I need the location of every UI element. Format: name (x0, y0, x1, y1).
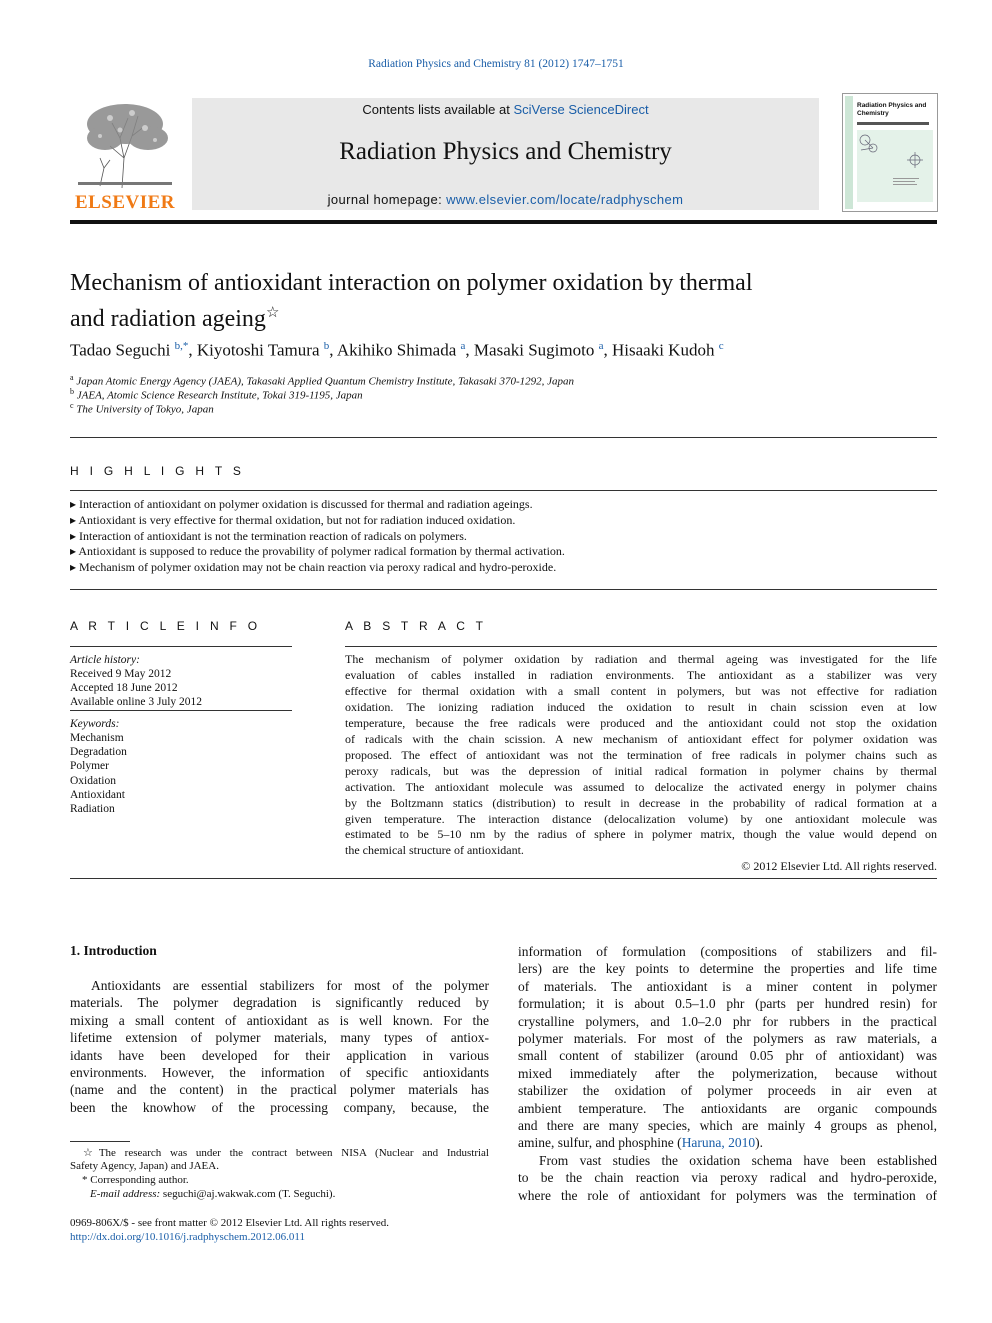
introduction-heading: 1. Introduction (70, 943, 157, 958)
cover-stripe (845, 96, 853, 209)
footnote-rule (70, 1141, 130, 1142)
intro-column-2: information of formulation (compositions of stabilizers and fil- lers) are the key points to determine the properties and life time of materials. The antioxidant is a miner content in polymer formulation; it is about 0.5–1.0 phr (parts per hundred resin) for crystalline polymers, and 1.0–2.0 phr for rubbers in the practical polymer materials. For most of the polymers as raw materials, a small content of stabilizer (around 0.05 phr of antioxidant) was mixed immediately after the polymerization, because without stabilizer the oxidation of polymer proceeds in air even at ambient temperature. The antioxidants are organic compounds and there are many species, which are mainly 4 groups as phenol, amine, sulfur, and phosphine (Haruna, 2010). From vast studies the oxidation schema have been established to be the chain reaction via peroxy radical and hydro-peroxide, where the role of antioxidant for polymers was the termination of (518, 944, 937, 1203)
author-affiliation-mark[interactable]: b (323, 340, 330, 352)
author-name[interactable]: Akihiko Shimada (336, 340, 457, 360)
author-name[interactable]: Masaki Sugimoto (473, 340, 595, 360)
issn-line: 0969-806X/$ - see front matter © 2012 Elsevier Ltd. All rights reserved. (70, 1217, 390, 1229)
journal-reference[interactable]: Radiation Physics and Chemistry 81 (2012) 1747–1751 (368, 58, 624, 70)
divider (70, 490, 937, 491)
highlight-item: ▸ Mechanism of polymer oxidation may not be chain reaction via peroxy radical and hydro-peroxide. (70, 560, 557, 574)
footnote-funding: ☆The research was under the contract between NISA (Nuclear and Industrial (83, 1147, 489, 1159)
highlight-item: ▸ Interaction of antioxidant on polymer oxidation is discussed for thermal and radiation ageings. (70, 497, 533, 511)
author-name[interactable]: Hisaaki Kudoh (611, 340, 715, 360)
divider (70, 646, 292, 647)
divider (70, 589, 937, 590)
homepage-line (192, 192, 819, 207)
journal-masthead (192, 98, 819, 210)
author-affiliation-mark[interactable]: c (718, 340, 724, 352)
citation-link[interactable]: Haruna, 2010 (681, 1135, 756, 1151)
journal-title: Radiation Physics and Chemistry (339, 138, 672, 165)
cover-title: Radiation Physics and Chemistry (857, 102, 927, 117)
tree-icon (70, 98, 180, 190)
highlight-item: ▸ Antioxidant is supposed to reduce the provability of polymer radical formation by thermal activation. (70, 544, 565, 558)
intro-column-1: Antioxidants are essential stabilizers for most of the polymer materials. The polymer degradation is significantly reduced by mixing a small content of antioxidant as is well known. For the lifetime extension of polymer materials, many types of antiox- idants have been developed for their application in various environments. However, the information of specific antioxidants (name and the content) in the practical polymer materials has been the knowhow of the processing company, because, the (70, 978, 489, 1115)
article-info-heading: A R T I C L E I N F O (70, 619, 261, 633)
divider (345, 646, 937, 647)
history-received: Received 9 May 2012 (70, 668, 172, 680)
contents-prefix: Contents lists available at (362, 102, 514, 117)
author-affiliation-mark[interactable]: a (598, 340, 604, 352)
footnote-funding-cont: Safety Agency, Japan) and JAEA. (70, 1160, 219, 1172)
highlight-item: ▸ Interaction of antioxidant is not the termination reaction of radicals on polymers. (70, 529, 467, 543)
email-link[interactable]: seguchi@aj.wakwak.com (T. Seguchi). (162, 1188, 336, 1200)
affiliation-c: $^c$ The University of Tokyo, Japan (70, 401, 214, 416)
author-list: Tadao Seguchi $^{b,*}$, Kiyotoshi Tamura $^b$, Akihiko Shimada $^a$, Masaki Sugimoto $^a$, Hisaaki Kudoh $^c$ (70, 340, 724, 360)
sciencedirect-link[interactable]: SciVerse ScienceDirect (513, 102, 649, 117)
history-online: Available online 3 July 2012 (70, 696, 203, 708)
doi-link[interactable]: http://dx.doi.org/10.1016/j.radphyschem.2012.06.011 (70, 1231, 305, 1243)
abstract-heading: A B S T R A C T (345, 619, 487, 633)
molecule-icon (857, 130, 933, 202)
highlights-heading: H I G H L I G H T S (70, 464, 245, 478)
divider (70, 710, 292, 711)
cover-bar (857, 122, 929, 125)
author-affiliation-mark[interactable]: a (460, 340, 466, 352)
copyright-notice: © 2012 Elsevier Ltd. All rights reserved. (741, 859, 937, 873)
keyword: Radiation (70, 803, 115, 815)
history-accepted: Accepted 18 June 2012 (70, 682, 178, 694)
journal-cover-thumbnail[interactable] (842, 93, 938, 212)
divider (70, 437, 937, 438)
affiliation-a: $^a$ Japan Atomic Energy Agency (JAEA), Takasaki Applied Quantum Chemistry Institute, Takasaki 370-1292, Japan (70, 373, 574, 388)
elsevier-wordmark: ELSEVIER (74, 192, 176, 213)
divider (70, 878, 937, 879)
author-affiliation-mark[interactable]: b,* (174, 340, 189, 352)
keyword: Degradation (70, 746, 127, 758)
affiliation-b: $^b$ JAEA, Atomic Science Research Institute, Tokai 319-1195, Japan (70, 387, 363, 402)
keyword: Polymer (70, 760, 109, 772)
keyword: Mechanism (70, 732, 124, 744)
author-name[interactable]: Kiyotoshi Tamura (196, 340, 320, 360)
author-name[interactable]: Tadao Seguchi (70, 340, 171, 360)
article-title: Mechanism of antioxidant interaction on polymer oxidation by thermal and radiation ageing☆ (70, 270, 753, 332)
footnote-email: E-mail address: seguchi@aj.wakwak.com (T. Seguchi). (90, 1188, 336, 1200)
highlight-item: ▸ Antioxidant is very effective for thermal oxidation, but not for radiation induced oxidation. (70, 513, 516, 527)
history-label: Article history: (70, 654, 140, 666)
header-rule (70, 220, 937, 224)
homepage-link[interactable]: www.elsevier.com/locate/radphyschem (446, 192, 684, 207)
keyword: Antioxidant (70, 789, 125, 801)
homepage-prefix: journal homepage: (327, 192, 447, 207)
keyword: Oxidation (70, 775, 116, 787)
contents-line (192, 102, 819, 117)
title-footnote-mark[interactable]: ☆ (265, 305, 280, 321)
cover-panel (857, 130, 933, 202)
keywords-label: Keywords: (70, 718, 120, 730)
abstract-text: The mechanism of polymer oxidation by radiation and thermal ageing was investigated for the life evaluation of cables installed in radiation environments. The antioxidant as a stabilizer was very effective for thermal oxidation with a small content in polymers, but was not effective for radiation oxidation. The ionizing radiation induced the oxidation to result in chain scission even at low temperature, because the free radicals were produced and the antioxidant could not stop the oxidation of radicals with the chain scission. A new mechanism of antioxidant effect for polymer oxidation was proposed. The effect of antioxidant was not the termination of free radicals in polymer chains such as peroxy radicals, but was the depression of initial radical formation in polymer chains by thermal activation. The antioxidant molecule was assumed to delocalize the activated energy in polymer chains by the Boltzmann statics (distribution) to result in decrease in the probability of radical formation at a given temperature. The interaction distance (delocalization volume) by one antioxidant molecule was estimated to be 5–10 nm by the radius of sphere in polymer matrix, though the value would depend on the chemical structure of antioxidant. (345, 652, 937, 858)
footnote-corresponding: * Corresponding author. (82, 1174, 189, 1186)
